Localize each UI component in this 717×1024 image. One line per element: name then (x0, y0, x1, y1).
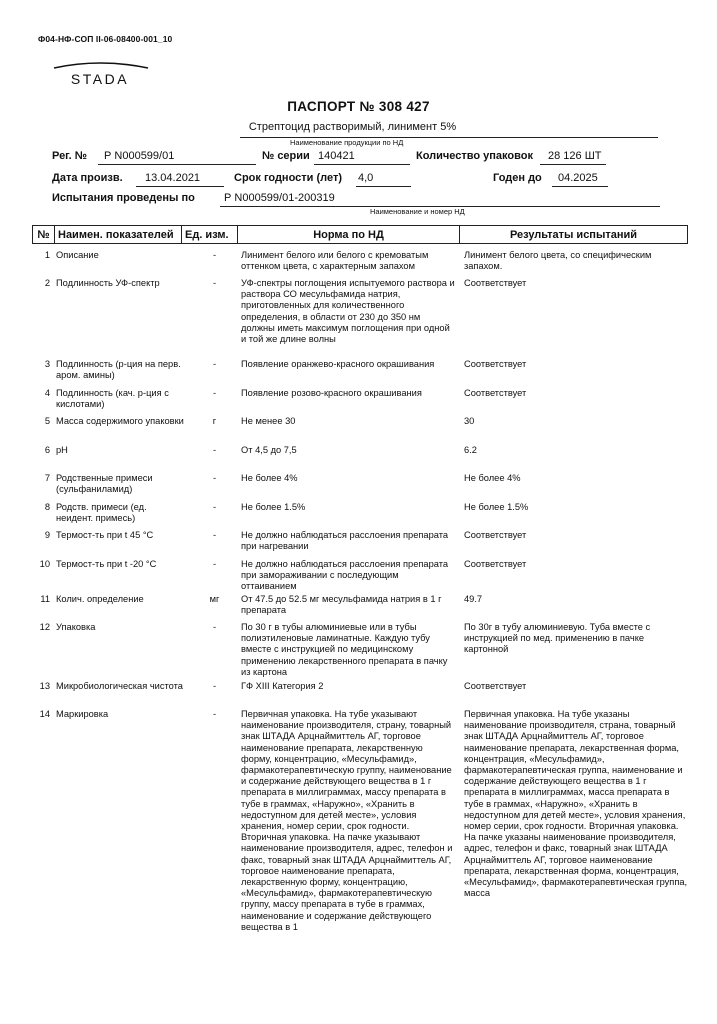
row-result: Не более 4% (464, 473, 521, 483)
header-norm: Норма по НД (238, 226, 460, 244)
row-result: Соответствует (464, 359, 527, 369)
row-unit: - (212, 250, 217, 260)
row-number: 2 (44, 278, 50, 288)
series-value: 140421 (318, 150, 355, 162)
row-result: Соответствует (464, 388, 527, 398)
row-number: 10 (39, 559, 50, 569)
document-code: Ф04-НФ-СОП II-06-08400-001_10 (38, 34, 173, 44)
shelf-underline (356, 186, 411, 187)
row-norm: УФ-спектры поглощения испытуемого раствора и раствора СО месульфамида натрия, приготовленных для количественного определения, в области от 230 до 350 нм должны иметь максимум поглощения при одной и той же длине волны (241, 278, 455, 345)
row-norm: Появление оранжево-красного окрашивания (241, 359, 435, 369)
row-unit: - (212, 559, 217, 569)
row-parameter: Подлинность (кач. р-ция с кислотами) (56, 388, 169, 410)
shelf-life-value: 4,0 (358, 172, 374, 184)
production-date-value: 13.04.2021 (145, 172, 201, 184)
row-unit: - (212, 709, 217, 719)
row-result: 30 (464, 416, 475, 426)
row-norm: Линимент белого или белого с кремоватым оттенком цвета, с характерным запахом (241, 250, 429, 272)
header-unit: Ед. изм. (182, 226, 238, 244)
shelf-life-label: Срок годности (лет) (234, 172, 343, 184)
row-unit: - (212, 473, 217, 483)
row-result: Линимент белого цвета, со специфическим запахом. (464, 250, 652, 272)
row-norm: Первичная упаковка. На тубе указывают наименование производителя, страну, товарный знак ШТАДА Арцнаймиттель АГ, торговое наименование препарата, лекарственную форму, концентрацию, «Месульфамид», фармакотерапевтическую группу, наименование и содержание действующего вещества в 1 г препарата в миллиграммах, массу препарата в тубе в граммах, «Наружно», «Хранить в недоступном для детей месте», условия хранения, номер серии, срок годности. Вторичная упаковка. На пачке указывают наименование производителя, адрес, телефон и факс, товарный знак ШТАДА Арцнаймиттель АГ, торговое наименование препарата, лекарственную форму, концентрацию, «Месульфамид», фармакотерапевтическую группу, массу препарата в тубе в граммах, наименование и содержание действующего вещества в 1 (241, 709, 453, 932)
row-unit: - (212, 445, 217, 455)
row-parameter: Подлинность (р-ция на перв. аром. амины) (56, 359, 181, 381)
row-result: Соответствует (464, 530, 527, 540)
row-parameter: pH (56, 445, 68, 455)
row-parameter: Упаковка (56, 622, 96, 632)
row-result: Соответствует (464, 681, 527, 691)
date-underline (136, 186, 224, 187)
row-number: 9 (44, 530, 50, 540)
product-caption: Наименование продукции по НД (290, 138, 404, 147)
series-underline (314, 164, 410, 165)
row-result: Соответствует (464, 559, 527, 569)
header-parameter: Наимен. показателей (55, 226, 182, 244)
quantity-label: Количество упаковок (416, 150, 533, 162)
passport-title: ПАСПОРТ № 308 427 (287, 99, 430, 114)
header-number: № (33, 226, 55, 244)
stada-logo (48, 60, 153, 86)
row-norm: Не должно наблюдаться расслоения препарата при замораживании с последующим оттаиванием (241, 559, 449, 592)
quantity-underline (540, 164, 606, 165)
row-result: 49.7 (464, 594, 483, 604)
tests-value: Р N000599/01-200319 (224, 192, 335, 204)
row-number: 6 (44, 445, 50, 455)
valid-until-label: Годен до (493, 172, 542, 184)
row-norm: От 4,5 до 7,5 (241, 445, 297, 455)
row-parameter: Масса содержимого упаковки (56, 416, 184, 426)
row-number: 13 (39, 681, 50, 691)
row-number: 7 (44, 473, 50, 483)
row-parameter: Родств. примеси (ед. неидент. примесь) (56, 502, 147, 524)
row-parameter: Описание (56, 250, 99, 260)
row-unit: - (212, 278, 217, 288)
row-parameter: Колич. определение (56, 594, 144, 604)
reg-label: Рег. № (52, 150, 88, 162)
row-number: 5 (44, 416, 50, 426)
row-parameter: Подлинность УФ-спектр (56, 278, 160, 288)
row-result: Соответствует (464, 278, 527, 288)
product-name: Стрептоцид растворимый, линимент 5% (248, 121, 457, 133)
row-unit: - (212, 681, 217, 691)
row-number: 3 (44, 359, 50, 369)
row-norm: Не более 1.5% (241, 502, 306, 512)
row-result: 6.2 (464, 445, 477, 455)
row-parameter: Термост-ть при t 45 °С (56, 530, 154, 540)
row-parameter: Родственные примеси (сульфаниламид) (56, 473, 153, 495)
series-label: № серии (262, 150, 310, 162)
reg-underline (98, 164, 256, 165)
row-number: 12 (39, 622, 50, 632)
valid-underline (552, 186, 608, 187)
row-number: 8 (44, 502, 50, 512)
reg-value: Р N000599/01 (104, 150, 175, 162)
row-norm: Появление розово-красного окрашивания (241, 388, 422, 398)
row-unit: - (212, 622, 217, 632)
row-parameter: Маркировка (56, 709, 109, 719)
row-norm: Не менее 30 (241, 416, 296, 426)
row-norm: Не должно наблюдаться расслоения препарата при нагревании (241, 530, 449, 552)
header-results: Результаты испытаний (460, 226, 688, 244)
row-norm: По 30 г в тубы алюминиевые или в тубы полиэтиленовые ламинатные. Каждую тубу вместе с инструкцией по медицинскому применению лекарственного препарата в пачку из картона (241, 622, 448, 677)
row-result: Первичная упаковка. На тубе указаны наименование производителя, страна, товарный знак ШТАДА Арцнаймиттель АГ, торговое наименование препарата, лекарственная форма, концентрация, «Месульфамид», фармакотерапевтическая группа, наименование и содержание действующего вещества в 1 г препарата в миллиграммах, масса препарата в тубе в граммах, «Наружно», «Хранить в недоступном для детей месте», условия хранения, номер серии, срок годности. Вторичная упаковка. На пачке указаны наименование производителя, адрес, телефон и факс, товарный знак ШТАДА Арцнаймиттель АГ, торговое наименование препарата, лекарственная форма, концентрация, «Месульфамид», фармакотерапевтическая группа, масса (464, 709, 688, 899)
production-date-label: Дата произв. (52, 172, 123, 184)
tests-caption: Наименование и номер НД (370, 207, 465, 216)
row-result: По 30г в тубу алюминиевую. Туба вместе с инструкцией по мед. применению в пачке картонной (464, 622, 651, 655)
row-unit: - (212, 359, 217, 369)
row-norm: Не более 4% (241, 473, 298, 483)
tests-label: Испытания проведены по (52, 192, 195, 204)
row-number: 11 (40, 594, 50, 604)
valid-until-value: 04.2025 (558, 172, 598, 184)
row-number: 14 (39, 709, 50, 719)
quantity-value: 28 126 ШТ (548, 150, 602, 162)
row-unit: - (212, 502, 217, 512)
svg-text:STADA: STADA (70, 71, 130, 86)
row-unit: - (212, 530, 217, 540)
row-number: 4 (44, 388, 50, 398)
row-norm: ГФ XIII Категория 2 (241, 681, 324, 691)
row-parameter: Микробиологическая чистота (56, 681, 183, 691)
row-number: 1 (44, 250, 50, 260)
row-result: Не более 1.5% (464, 502, 529, 512)
row-unit: г (212, 416, 217, 426)
row-norm: От 47.5 до 52.5 мг месульфамида натрия в 1 г препарата (241, 594, 442, 616)
row-parameter: Термост-ть при t -20 °С (56, 559, 157, 569)
row-unit: - (212, 388, 217, 398)
results-table-header (32, 225, 688, 244)
row-unit: мг (209, 594, 220, 604)
